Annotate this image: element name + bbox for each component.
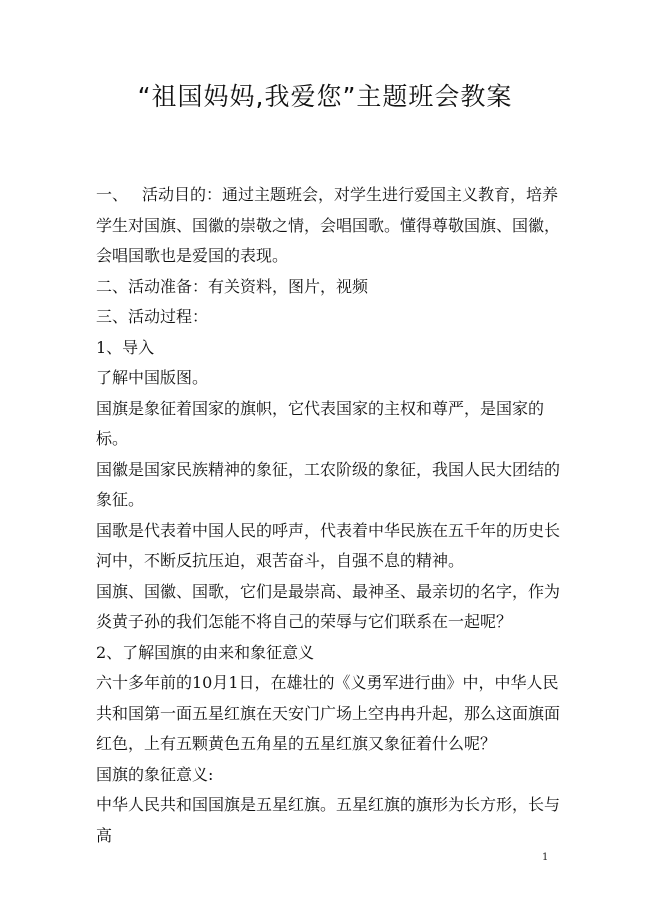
paragraph-intro-heading: 1、导入 [96, 337, 155, 357]
document-body [96, 180, 566, 851]
page-number: 1 [542, 852, 549, 863]
paragraph-anthem-meaning: 国歌是代表着中国人民的呼声，代表着中华民族在五千年的历史长河中，不断反抗压迫，艰苦奋斗，自强不息的精神。 [96, 520, 561, 570]
paragraph-text: 活动目的：通过主题班会，对学生进行爱国主义教育，培养学生对国旗、国徽的崇敬之情，会唱国歌。懂得尊敬国旗、国徽，会唱国歌也是爱国的表现。 [96, 185, 561, 265]
paragraph-symbols-summary: 国旗、国徽、国歌，它们是最崇高、最神圣、最亲切的名字，作为炎黄子孙的我们怎能不将自己的荣辱与它们联系在一起呢？ [96, 581, 561, 631]
paragraph-purpose [96, 180, 566, 272]
paragraph-process-heading: 三、活动过程： [96, 307, 209, 326]
paragraph-emblem-meaning: 国徽是国家民族精神的象征，工农阶级的象征，我国人民大团结的象征。 [96, 459, 561, 509]
section-number: 一、 [96, 185, 129, 204]
paragraph-map: 了解中国版图。 [96, 368, 209, 387]
paragraph-preparation: 二、活动准备：有关资料，图片，视频 [96, 276, 369, 296]
paragraph-flag-symbolism-heading: 国旗的象征意义: [96, 764, 214, 784]
document-title: “祖国妈妈,我爱您”主题班会教案 [137, 82, 513, 111]
paragraph-flag-origin-heading: 2、了解国旗的由来和象征意义 [96, 642, 315, 662]
paragraph-flag-history: 六十多年前的10月1日，在雄壮的《义勇军进行曲》中，中华人民共和国第一面五星红旗在天安门广场上空冉冉升起，那么这面旗面红色，上有五颗黄色五角星的五星红旗又象征着什么呢？ [96, 673, 561, 753]
paragraph-flag-meaning: 国旗是象征着国家的旗帜，它代表国家的主权和尊严，是国家的标。 [96, 398, 545, 448]
paragraph-flag-description: 中华人民共和国国旗是五星红旗。五星红旗的旗形为长方形，长与高 [96, 795, 561, 845]
